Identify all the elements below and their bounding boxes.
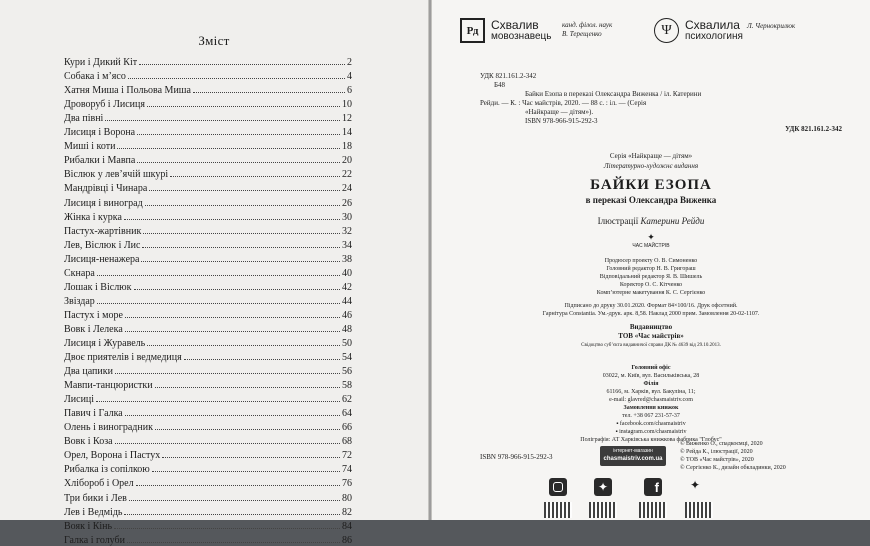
qr-code-shop bbox=[685, 502, 713, 518]
toc-entry-title: Рибалки і Мавпа bbox=[64, 155, 136, 167]
toc-leader-dots bbox=[193, 92, 345, 93]
toc-entry-page: 46 bbox=[342, 309, 352, 321]
branch-label: Філія bbox=[643, 381, 659, 387]
toc-entry-title: Лисиця і Ворона bbox=[64, 127, 136, 139]
toc-leader-dots bbox=[137, 134, 340, 135]
linguist-approver-title: канд. філол. наук bbox=[562, 21, 613, 29]
toc-entry bbox=[64, 349, 352, 363]
toc-leader-dots bbox=[96, 401, 340, 402]
bbk-code: Б48 bbox=[494, 81, 506, 89]
udk-code-right: УДК 821.161.2-342 bbox=[785, 125, 842, 133]
toc-entry bbox=[64, 82, 352, 96]
toc-leader-dots bbox=[155, 429, 340, 430]
toc-entry-title: Мавпи-танцюристки bbox=[64, 380, 153, 392]
toc-entry-page: 34 bbox=[342, 239, 352, 251]
toc-entry-title: Миші і коти bbox=[64, 141, 116, 153]
isbn-bottom: ISBN 978-966-915-292-3 bbox=[480, 453, 553, 461]
qr-code-facebook bbox=[639, 502, 667, 518]
toc-entry bbox=[64, 194, 352, 208]
toc-entry bbox=[64, 110, 352, 124]
shop-label: інтернет-магазин bbox=[613, 448, 653, 454]
illustrations-credit bbox=[432, 216, 870, 226]
illustrator-name: Катерини Рейди bbox=[640, 216, 705, 226]
toc-entry-page: 80 bbox=[342, 492, 352, 504]
toc-leader-dots bbox=[97, 303, 340, 304]
toc-leader-dots bbox=[128, 78, 345, 79]
credit-line: Головний редактор Н. В. Григораш bbox=[606, 266, 696, 272]
credits-block bbox=[432, 257, 870, 297]
toc-leader-dots bbox=[145, 205, 340, 206]
toc-entry-page: 74 bbox=[342, 464, 352, 476]
catalog-isbn: ISBN 978-966-915-292-3 bbox=[525, 117, 598, 125]
toc-entry-title: Лисиці bbox=[64, 394, 95, 406]
toc-entry-page: 84 bbox=[342, 520, 352, 532]
toc-entry-page: 20 bbox=[342, 155, 352, 167]
toc-entry bbox=[64, 307, 352, 321]
toc-entry-title: Скнара bbox=[64, 267, 95, 279]
copyright-block bbox=[680, 440, 786, 472]
toc-entry bbox=[64, 504, 352, 518]
toc-entry bbox=[64, 335, 352, 349]
toc-leader-dots bbox=[141, 261, 340, 262]
toc-entry-page: 18 bbox=[342, 141, 352, 153]
toc-entry bbox=[64, 251, 352, 265]
toc-entry bbox=[64, 475, 352, 489]
qr-code-instagram bbox=[544, 502, 572, 518]
toc-entry bbox=[64, 391, 352, 405]
series-name: Серія «Найкраще — дітям» bbox=[609, 152, 693, 160]
toc-entry bbox=[64, 532, 352, 546]
copyright-line: © Виженко О., спадкоємці, 2020 bbox=[680, 441, 763, 447]
publisher-name: ТОВ «Час майстрів» bbox=[618, 332, 684, 340]
toc-entry-page: 24 bbox=[342, 183, 352, 195]
toc-entry-page: 68 bbox=[342, 436, 352, 448]
udk-code: УДК 821.161.2-342 bbox=[480, 72, 537, 80]
head-office-address: 03022, м. Київ, вул. Васильківська, 28 bbox=[602, 373, 700, 379]
catalog-line-1: Байки Езопа в переказі Олександра Виженка / іл. Катерини bbox=[525, 90, 702, 98]
toc-leader-dots bbox=[184, 359, 340, 360]
toc-entry-page: 58 bbox=[342, 380, 352, 392]
toc-entry bbox=[64, 321, 352, 335]
toc-entry-title: Лев, Віслюк і Лис bbox=[64, 239, 141, 251]
toc-entry-page: 4 bbox=[347, 71, 352, 83]
book-title: БАЙКИ ЕЗОПА bbox=[590, 177, 712, 193]
toc-entry-title: Пастух і море bbox=[64, 309, 123, 321]
credit-line: Продюсер проекту О. В. Симоненко bbox=[604, 258, 698, 264]
imprint-page bbox=[432, 0, 870, 520]
toc-entry-page: 48 bbox=[342, 323, 352, 335]
toc-leader-dots bbox=[136, 485, 340, 486]
toc-entry-page: 54 bbox=[342, 352, 352, 364]
toc-entry-page: 62 bbox=[342, 394, 352, 406]
toc-entry-title: Два цапики bbox=[64, 366, 113, 378]
toc-entry-page: 44 bbox=[342, 295, 352, 307]
toc-leader-dots bbox=[143, 233, 340, 234]
toc-leader-dots bbox=[115, 373, 340, 374]
linguist-approver: В. Терещенко bbox=[562, 30, 602, 38]
facebook-link[interactable] bbox=[432, 420, 870, 428]
head-office-label: Головний офіс bbox=[631, 365, 671, 371]
twitter-icon[interactable]: ✦ bbox=[594, 478, 612, 496]
illustrations-prefix: Ілюстрації bbox=[597, 216, 639, 226]
instagram-url: instagram.com/chasmaistriv bbox=[619, 429, 687, 435]
toc-entry-page: 6 bbox=[347, 85, 352, 97]
toc-leader-dots bbox=[97, 275, 340, 276]
toc-leader-dots bbox=[117, 148, 340, 149]
orders-phone: тел. +38 067 231-57-37 bbox=[622, 413, 680, 419]
toc-entry-title: Собака і м’ясо bbox=[64, 71, 126, 83]
toc-entry-page: 64 bbox=[342, 408, 352, 420]
toc-entry-page: 50 bbox=[342, 337, 352, 349]
qr-code-twitter bbox=[589, 502, 617, 518]
toc-entry-title: Двоє приятелів і ведмедиця bbox=[64, 352, 182, 364]
toc-leader-dots bbox=[149, 190, 340, 191]
toc-leader-dots bbox=[124, 514, 340, 515]
orders-label: Замовлення книжок bbox=[623, 405, 679, 411]
credit-line: Коректор О. С. Кітченко bbox=[619, 282, 683, 288]
toc-leader-dots bbox=[155, 387, 340, 388]
toc-leader-dots bbox=[115, 443, 340, 444]
linguist-badge-title: Схвалив bbox=[491, 17, 539, 32]
toc-entry-title: Павич і Галка bbox=[64, 408, 123, 420]
toc-leader-dots bbox=[125, 331, 340, 332]
toc-entry bbox=[64, 363, 352, 377]
facebook-small-icon: ▪ bbox=[616, 421, 620, 427]
linguist-badge-subtitle: мовознавець bbox=[491, 30, 552, 42]
toc-entry bbox=[64, 489, 352, 503]
toc-entry bbox=[64, 265, 352, 279]
toc-entry-title: Галка і голуби bbox=[64, 534, 125, 546]
toc-entry bbox=[64, 433, 352, 447]
toc-entry bbox=[64, 96, 352, 110]
approved-psychologist-badge bbox=[654, 18, 743, 43]
toc-leader-dots bbox=[125, 415, 340, 416]
toc-entry-page: 66 bbox=[342, 422, 352, 434]
toc-entry bbox=[64, 68, 352, 82]
publisher-certificate: Свідоцтво суб’єкта видавничої справи ДК № 4639 від 29.10.2013. bbox=[581, 343, 721, 348]
toc-entry-title: Жінка і курка bbox=[64, 211, 122, 223]
toc-entry-title: Лев і Ведмідь bbox=[64, 506, 123, 518]
branch-address: 61166, м. Харків, вул. Бакуліна, 11; bbox=[606, 389, 696, 395]
toc-entry-page: 86 bbox=[342, 534, 352, 546]
toc-entry-title: Хлібороб і Орел bbox=[64, 478, 134, 490]
facebook-url: facebook.com/chasmaistriv bbox=[619, 421, 686, 427]
toc-leader-dots bbox=[170, 176, 340, 177]
toc-entry-page: 42 bbox=[342, 281, 352, 293]
toc-entry bbox=[64, 518, 352, 532]
toc-leader-dots bbox=[142, 247, 340, 248]
toc-leader-dots bbox=[137, 162, 340, 163]
toc-leader-dots bbox=[152, 471, 340, 472]
toc-entry-page: 76 bbox=[342, 478, 352, 490]
psychologist-badge-subtitle: психологиня bbox=[685, 30, 743, 42]
copyright-line: © ТОВ «Час майстрів», 2020 bbox=[680, 457, 754, 463]
shop-url: chasmaistriv.com.ua bbox=[603, 456, 663, 462]
toc-leader-dots bbox=[129, 500, 340, 501]
toc-entry-page: 22 bbox=[342, 169, 352, 181]
toc-entry-title: Лисиця і виноград bbox=[64, 197, 143, 209]
toc-entry bbox=[64, 405, 352, 419]
toc-leader-dots bbox=[162, 457, 340, 458]
toc-entry bbox=[64, 293, 352, 307]
printer-info: Поліграфія: АТ Харківська книжкова фабрика "Глобус" bbox=[580, 437, 722, 443]
toc-entry-title: Дроворуб і Лисиця bbox=[64, 99, 145, 111]
contacts-block bbox=[432, 364, 870, 444]
toc-entry bbox=[64, 377, 352, 391]
approved-linguist-badge bbox=[460, 18, 551, 43]
toc-entry-page: 2 bbox=[347, 57, 352, 69]
print-line-2: Гарнітура Constantia. Ум.-друк. арк. 8,58. Наклад 2000 прим. Замовлення 20-02-1107. bbox=[542, 311, 760, 317]
catalog-line-2: Рейди. — К. : Час майстрів, 2020. — 88 с. : іл. — (Серія bbox=[480, 99, 647, 107]
psychologist-badge-title: Схвалила bbox=[685, 17, 740, 32]
toc-entry bbox=[64, 124, 352, 138]
toc-entry bbox=[64, 138, 352, 152]
publisher-logo-text: ЧАС МАЙСТРІВ bbox=[632, 243, 670, 249]
toc-entry bbox=[64, 166, 352, 180]
toc-entry-page: 10 bbox=[342, 99, 352, 111]
toc-entry-title: Мандрівці і Чинара bbox=[64, 183, 148, 195]
toc-entry-title: Кури і Дикий Кіт bbox=[64, 57, 138, 69]
toc-entry-page: 30 bbox=[342, 211, 352, 223]
toc-entry-page: 32 bbox=[342, 225, 352, 237]
toc-entry-title: Пастух-жартівник bbox=[64, 225, 142, 237]
instagram-small-icon: ▪ bbox=[615, 429, 620, 435]
toc-entry bbox=[64, 279, 352, 293]
toc-entry-title: Лисиця і Журавель bbox=[64, 337, 146, 349]
toc-entry-title: Орел, Ворона і Пастух bbox=[64, 450, 161, 462]
toc-title: Зміст bbox=[198, 33, 230, 48]
toc-entry-page: 14 bbox=[342, 127, 352, 139]
toc-entry-title: Олень і виноградник bbox=[64, 422, 153, 434]
toc-entry-title: Лошак і Віслюк bbox=[64, 281, 132, 293]
toc-entry-title: Звіздар bbox=[64, 295, 95, 307]
toc-entry bbox=[64, 223, 352, 237]
publisher-label: Видавництво bbox=[629, 323, 673, 331]
toc-entry bbox=[64, 152, 352, 166]
toc-entry bbox=[64, 180, 352, 194]
copyright-line: © Рейда К., ілюстрації, 2020 bbox=[680, 449, 753, 455]
toc-entry bbox=[64, 209, 352, 223]
toc-entry bbox=[64, 54, 352, 68]
instagram-icon[interactable] bbox=[549, 478, 567, 496]
toc-entry-title: Вояк і Кінь bbox=[64, 520, 113, 532]
toc-leader-dots bbox=[114, 528, 340, 529]
toc-entry-page: 26 bbox=[342, 197, 352, 209]
toc-leader-dots bbox=[124, 219, 340, 220]
catalog-line-3: «Найкраще — дітям»). bbox=[525, 108, 594, 116]
toc-entry bbox=[64, 237, 352, 251]
psychologist-approver: Л. Чернокрилюк bbox=[747, 22, 796, 30]
toc-entry-page: 38 bbox=[342, 253, 352, 265]
credit-line: Відповідальний редактор Я. В. Шишель bbox=[599, 274, 703, 280]
credit-line: Комп’ютерне макетування К. С. Сергієнко bbox=[596, 290, 706, 296]
publisher-bird-icon: ✦ bbox=[647, 232, 655, 242]
toc-entry-page: 82 bbox=[342, 506, 352, 518]
toc-list bbox=[64, 54, 352, 546]
toc-entry bbox=[64, 447, 352, 461]
toc-leader-dots bbox=[147, 345, 340, 346]
branch-email: e-mail: glavred@chasmaistriv.com bbox=[609, 397, 693, 403]
edition-type: Літературно-художнє видання bbox=[603, 162, 699, 170]
toc-entry-title: Рибалка із сопілкою bbox=[64, 464, 150, 476]
toc-leader-dots bbox=[134, 289, 340, 290]
online-shop-banner[interactable] bbox=[600, 446, 666, 466]
toc-entry-title: Вовк і Лелека bbox=[64, 323, 123, 335]
toc-leader-dots bbox=[125, 317, 340, 318]
toc-entry-page: 72 bbox=[342, 450, 352, 462]
toc-leader-dots bbox=[139, 64, 345, 65]
toc-page bbox=[0, 0, 428, 546]
toc-leader-dots bbox=[105, 120, 340, 121]
instagram-link[interactable] bbox=[432, 428, 870, 436]
toc-entry-title: Два півні bbox=[64, 113, 104, 125]
psychology-logo-icon: Ψ bbox=[654, 18, 679, 43]
toc-leader-dots bbox=[147, 106, 340, 107]
publisher-bird-small-icon: ✦ bbox=[690, 478, 701, 492]
print-details bbox=[432, 302, 870, 318]
print-line-1: Підписано до друку 30.01.2020. Формат 84×100/16. Друк офсетний. bbox=[564, 303, 738, 309]
toc-entry-title: Хатня Миша і Польова Миша bbox=[64, 85, 191, 97]
linguist-logo-icon: Рд bbox=[460, 18, 485, 43]
toc-entry-page: 56 bbox=[342, 366, 352, 378]
publisher-logo bbox=[621, 232, 681, 249]
toc-entry bbox=[64, 461, 352, 475]
toc-entry-page: 12 bbox=[342, 113, 352, 125]
toc-entry-title: Вовк і Коза bbox=[64, 436, 113, 448]
copyright-line: © Сергієнко К., дизайн обкладинки, 2020 bbox=[680, 465, 786, 471]
toc-entry-page: 40 bbox=[342, 267, 352, 279]
book-subtitle: в переказі Олександра Виженка bbox=[585, 195, 717, 205]
toc-entry-title: Лисиця-ненажера bbox=[64, 253, 140, 265]
toc-entry-title: Віслюк у лев’ячій шкурі bbox=[64, 169, 169, 181]
catalog-record bbox=[480, 90, 840, 126]
toc-entry-title: Три бики і Лев bbox=[64, 492, 127, 504]
toc-entry bbox=[64, 419, 352, 433]
facebook-icon[interactable]: f bbox=[644, 478, 662, 496]
toc-leader-dots bbox=[127, 542, 340, 543]
